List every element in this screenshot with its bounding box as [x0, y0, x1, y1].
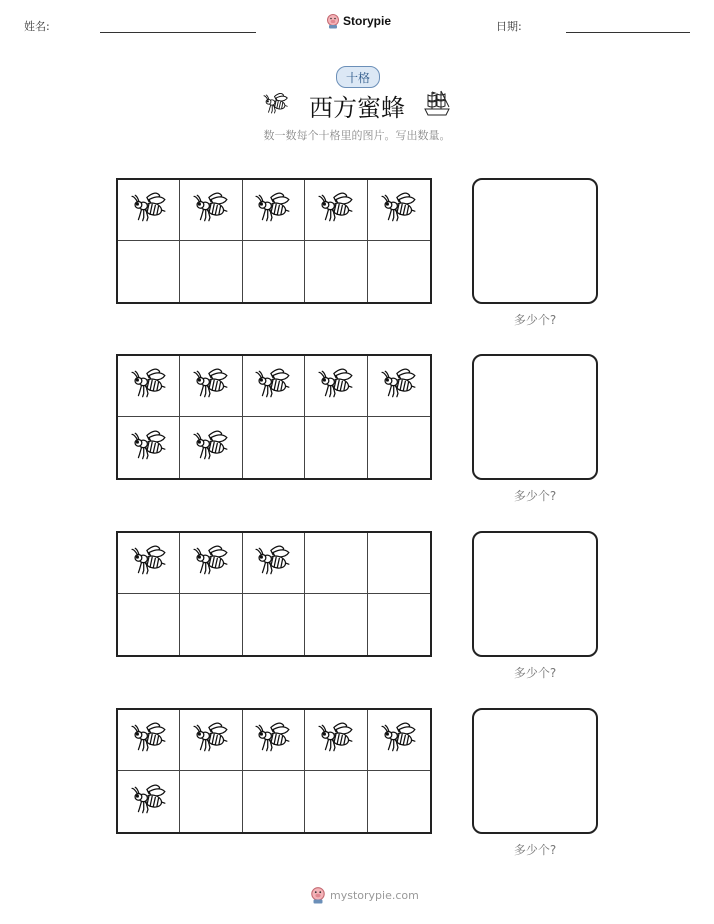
pig-mascot-icon: [326, 13, 340, 29]
ten-frame-cell: [180, 356, 242, 417]
answer-box-3[interactable]: [472, 531, 598, 657]
ten-frame-cell: [368, 594, 430, 655]
ten-frame-cell: [368, 771, 430, 832]
ten-frame-cell: [305, 241, 367, 302]
ten-frame-cell: [243, 356, 305, 417]
ten-frame-cell: [180, 533, 242, 594]
bee-icon: [130, 429, 168, 467]
bee-icon: [254, 721, 292, 759]
bee-icon: [380, 367, 418, 405]
ten-frame-cell: [368, 356, 430, 417]
bee-icon: [192, 544, 230, 582]
bee-icon: [130, 783, 168, 821]
bee-icon: [317, 721, 355, 759]
ten-frame-2: [116, 354, 432, 480]
ten-frame-cell: [305, 533, 367, 594]
answer-box-2[interactable]: [472, 354, 598, 480]
bee-icon: [192, 721, 230, 759]
ten-frame-cell: [180, 594, 242, 655]
bee-icon: [380, 191, 418, 229]
bee-icon: [317, 367, 355, 405]
ten-frame-cell: [243, 241, 305, 302]
ten-frame-cell: [305, 180, 367, 241]
ten-frame-1: [116, 178, 432, 304]
ten-frame-cell: [243, 417, 305, 478]
ten-frame-cell: [368, 710, 430, 771]
how-many-label-4: 多少个?: [513, 843, 557, 857]
date-label: 日期:: [496, 20, 522, 33]
how-many-label-1: 多少个?: [513, 313, 557, 327]
ten-frame-cell: [305, 710, 367, 771]
bee-icon: [254, 544, 292, 582]
bee-icon: [192, 429, 230, 467]
bee-icon: [254, 191, 292, 229]
ten-frame-badge: 十格: [336, 66, 380, 88]
ten-frame-4: [116, 708, 432, 834]
ten-frame-cell: [118, 356, 180, 417]
ten-frame-cell: [118, 533, 180, 594]
ten-frame-cell: [368, 533, 430, 594]
how-many-label-2: 多少个?: [513, 489, 557, 503]
ten-frame-cell: [118, 180, 180, 241]
ten-frame-cell: [118, 771, 180, 832]
bee-icon: [192, 367, 230, 405]
ten-frame-cell: [243, 533, 305, 594]
how-many-label-3: 多少个?: [513, 666, 557, 680]
ten-frame-cell: [118, 710, 180, 771]
ten-frame-cell: [368, 241, 430, 302]
bee-icon: [130, 191, 168, 229]
ten-frame-cell: [243, 180, 305, 241]
ten-frame-cell: [180, 771, 242, 832]
ten-frame-cell: [243, 771, 305, 832]
ten-frame-cell: [118, 417, 180, 478]
ten-frame-cell: [243, 710, 305, 771]
ten-frame-cell: [118, 594, 180, 655]
bee-icon: [130, 544, 168, 582]
answer-box-4[interactable]: [472, 708, 598, 834]
name-label: 姓名:: [24, 20, 50, 33]
answer-box-1[interactable]: [472, 178, 598, 304]
bee-icon: [192, 191, 230, 229]
ten-frame-3: [116, 531, 432, 657]
storypie-logo: [326, 13, 391, 29]
pig-mascot-icon: [310, 886, 326, 904]
ten-frame-cell: [305, 771, 367, 832]
ten-frame-cell: [118, 241, 180, 302]
brand-name: Storypie: [343, 14, 392, 28]
date-line[interactable]: [566, 32, 690, 33]
ten-frame-cell: [180, 180, 242, 241]
page-title: 西方蜜蜂: [309, 94, 405, 122]
ten-frame-cell: [243, 594, 305, 655]
bee-icon: [254, 367, 292, 405]
ten-frame-cell: [180, 417, 242, 478]
ten-frame-cell: [368, 180, 430, 241]
ten-frame-cell: [305, 417, 367, 478]
instructions: 数一数每个十格里的图片。写出数量。: [263, 129, 451, 142]
ten-frame-cell: [180, 710, 242, 771]
bee-icon: [317, 191, 355, 229]
ten-frame-cell: [305, 356, 367, 417]
ten-frame-cell: [180, 241, 242, 302]
footer: [310, 886, 419, 904]
bee-icon: [380, 721, 418, 759]
bee-icon: [130, 721, 168, 759]
name-line[interactable]: [100, 32, 256, 33]
bee-icon: [130, 367, 168, 405]
footer-site: mystorypie.com: [330, 888, 419, 902]
ten-frame-cell: [368, 417, 430, 478]
sailing-ship-icon: [422, 88, 452, 122]
ten-frame-cell: [305, 594, 367, 655]
